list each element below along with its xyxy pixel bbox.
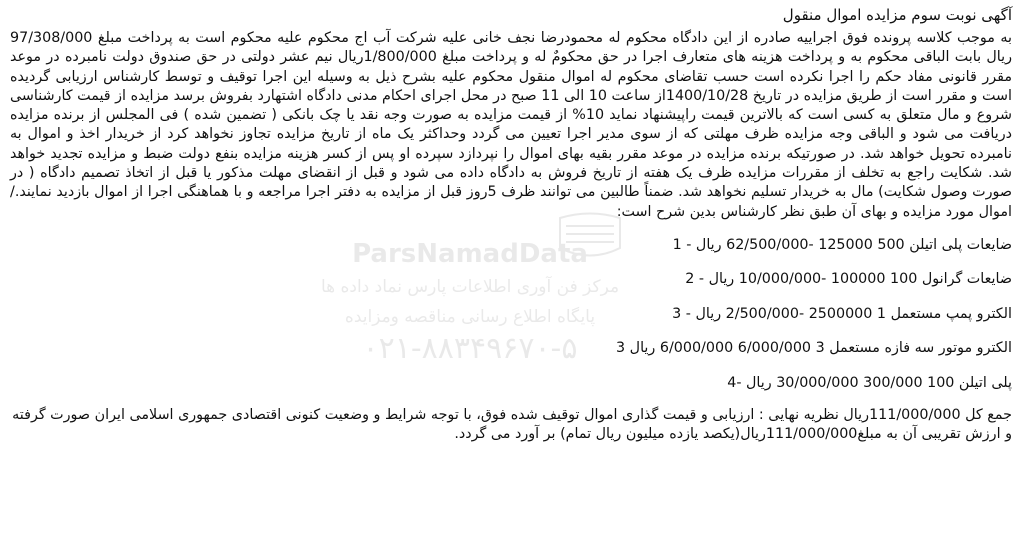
list-item: الکترو موتور سه فازه مستعمل 3 6/000/000 6/000/000 ریال 3	[616, 340, 1012, 357]
notice-document	[10, 4, 1016, 444]
notice-summary: جمع کل 111/000/000ریال نظریه نهایی : ارزیابی و قیمت گذاری اموال توقیف شده فوق، با توجه شرایط و وضعیت کنونی اقتصادی جمهوری اسلامی ایران صورت گرفته و ارزش تقریبی آن به مبلغ111/000/000ریال(یکصد یازده میلیون ریال تمام) بر آورد می گردد.	[12, 407, 1012, 443]
list-item: ضایعات پلی اتیلن 500 125000 -62/500/000 ریال - 1	[672, 236, 1012, 253]
watermark-brand: ParsNamadData	[352, 239, 588, 269]
list-item: الکترو پمپ مستعمل 1 2500000 -2/500/000 ریال - 3	[672, 305, 1012, 322]
list-item: ضایعات گرانول 100 100000 -10/000/000 ریال - 2	[685, 271, 1012, 288]
watermark-phone: ۰۲۱-۸۸۳۴۹۶۷۰-۵	[362, 331, 578, 366]
watermark-line2: پایگاه اطلاع رسانی مناقصه ومزایده	[344, 307, 596, 327]
notice-body: به موجب کلاسه پرونده فوق اجراییه صادره از این دادگاه محکوم له محمودرضا نجف خانی علیه شرکت آب اج محکوم علیه محکوم است به پرداخت مبلغ 97/308/000 ریال بابت الباقی محکوم به و پرداخت هزینه های متعارف اجرا در حق محکومٌ له و پرداخت مبلغ 1/800/000ریال نیم عشر دولتی در حق صندوق دولت نامبرده در موعد مقرر قانونی مفاد حکم را اجرا نکرده است حسب تقاضای محکوم له اموال منقول محکوم علیه بشرح ذیل به وسیله این اجرا توقیف و توسط کارشناس ارزیابی گردیده است و مقرر است از طریق مزایده در تاریخ 1400/10/28از ساعت 10 الی 11 صبح در محل اجرای احکام مدنی دادگاه اشتهارد بفروش برسد مزایده از قیمت کارشناسی شروع و مال متعلق به کسی است که بالاترین قیمت راپیشنهاد نماید 10% از قیمت مزایده به صورت وجه نقد یا چک بانکی ( تضمین شده ) فی المجلس از برنده مزایده دریافت می شود و الباقی وجه مزایده ظرف مهلتی که از سوی مدیر اجرا تعیین می گردد وحداکثر یک ماه از تاریخ مزایده تجاوز نخواهد کرد از خریدار اخذ و اموال به نامبرده تحویل خواهد شد. در صورتیکه برنده مزایده در موعد مقرر بقیه بهای اموال را نپردازد سپرده او پس از کسر هزینه مزایده بنفع دولت ضبط و مزایده تجدید خواهد شد. شکایت راجع به تخلف از مقررات مزایده ظرف یک هفته از تاریخ فروش به دادگاه داده می شود و قبل از انقضای مهلت مذکور یا قبل از اتخاذ تصمیم دادگاه ( در صورت وصول شکایت) مال به خریدار تسلیم نخواهد شد. ضمناً طالبین می توانند ظرف 5روز قبل از مزایده به دفتر اجرا مراجعه و با هماهنگی اجرا از اموال بازدید نمایند./اموال مورد مزایده و بهای آن طبق نظر کارشناس بدین شرح است:	[10, 30, 1013, 220]
watermark-line1: مرکز فن آوری اطلاعات پارس نماد داده ها	[320, 277, 620, 297]
list-item: پلی اتیلن 100 300/000 30/000/000 ریال -4	[727, 374, 1012, 391]
auction-items-list	[10, 228, 1016, 401]
notice-title: آگهی نوبت سوم مزایده اموال منقول	[782, 6, 1012, 24]
